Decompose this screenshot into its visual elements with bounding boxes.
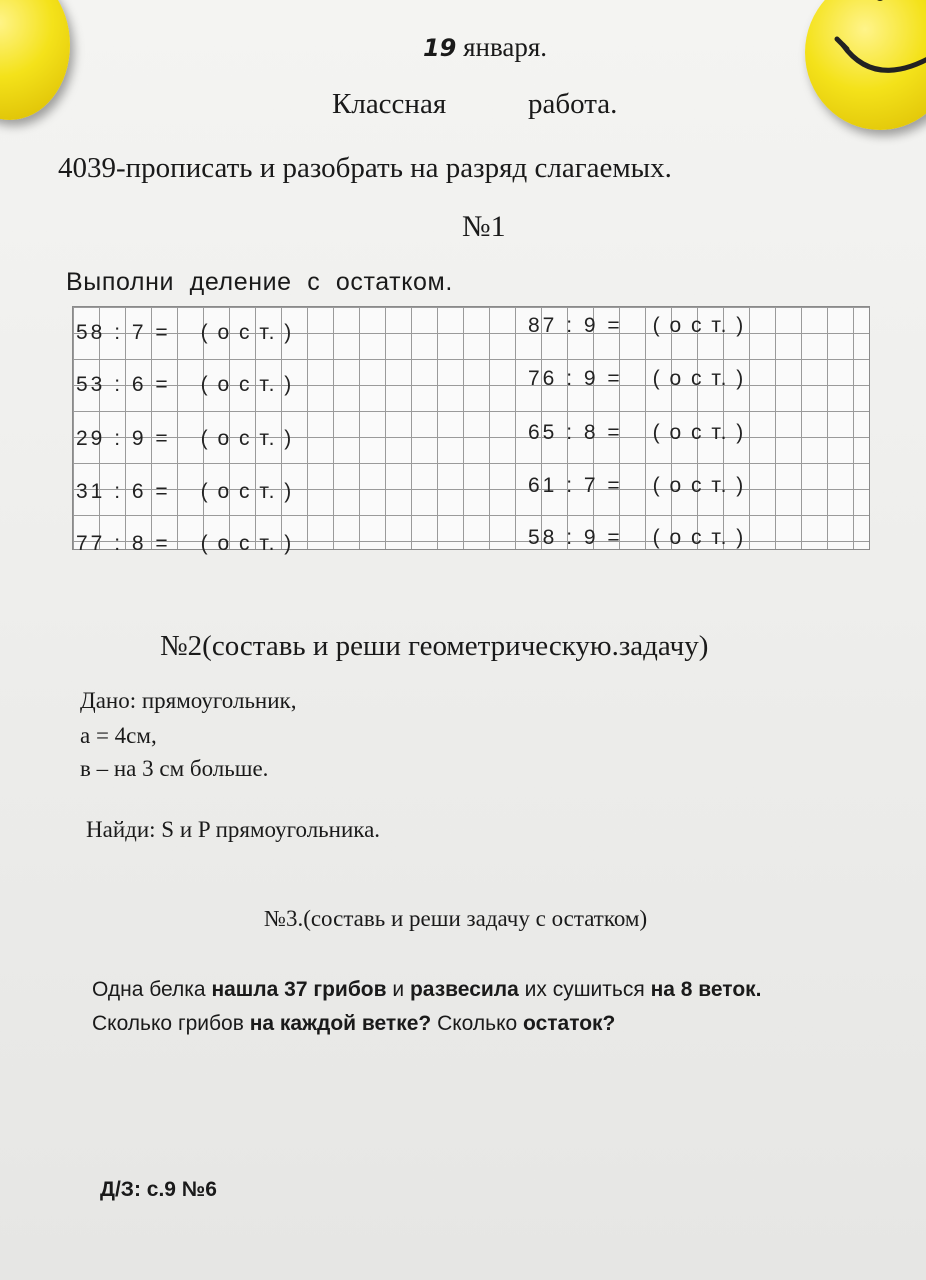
work-type-word-2: работа. (528, 88, 618, 120)
division-expression: 76 : 9 = (528, 367, 623, 390)
remainder-placeholder: ( о с т. ) (652, 367, 746, 390)
task-line: 4039-прописать и разобрать на разряд слагаемых. (58, 152, 672, 184)
given-line: в – на 3 см больше. (80, 756, 269, 781)
division-row (76, 321, 293, 345)
division-row (528, 367, 745, 391)
division-row (76, 427, 293, 451)
division-expression: 61 : 7 = (528, 474, 623, 497)
find-line: Найди: S и P прямоугольника. (86, 817, 381, 842)
division-row (76, 480, 293, 504)
division-row (528, 314, 745, 338)
work-type-word-1: Классная (332, 88, 447, 120)
division-expression: 31 : 6 = (76, 480, 171, 503)
date-month: января. (463, 32, 548, 62)
division-row (528, 526, 745, 550)
division-expression: 87 : 9 = (528, 314, 623, 337)
division-expression: 58 : 7 = (76, 321, 171, 344)
given-line: а = 4см, (80, 723, 157, 748)
problem-line-1: Одна белка нашла 37 грибов и развесила их сушиться на 8 веток. (92, 978, 762, 1001)
division-expression: 29 : 9 = (76, 427, 171, 450)
task1-instruction: Выполни деление с остатком. (66, 268, 453, 296)
remainder-placeholder: ( о с т. ) (200, 321, 294, 344)
division-row (528, 474, 745, 498)
remainder-placeholder: ( о с т. ) (652, 526, 746, 549)
remainder-placeholder: ( о с т. ) (200, 480, 294, 503)
remainder-placeholder: ( о с т. ) (200, 532, 294, 555)
date-day: 19 (422, 34, 457, 62)
remainder-placeholder: ( о с т. ) (652, 421, 746, 444)
remainder-placeholder: ( о с т. ) (200, 427, 294, 450)
division-expression: 77 : 8 = (76, 532, 171, 555)
division-expression: 65 : 8 = (528, 421, 623, 444)
yellow-smiley-magnet-right (805, 0, 926, 130)
lesson-date (0, 32, 926, 63)
task1-number: №1 (462, 210, 506, 243)
division-row (528, 421, 745, 445)
division-expression: 58 : 9 = (528, 526, 623, 549)
division-row (76, 373, 293, 397)
task3-heading: №3.(составь и реши задачу с остатком) (264, 906, 648, 931)
remainder-placeholder: ( о с т. ) (652, 314, 746, 337)
remainder-placeholder: ( о с т. ) (200, 373, 294, 396)
smiley-face-icon (805, 0, 926, 130)
remainder-placeholder: ( о с т. ) (652, 474, 746, 497)
division-expression: 53 : 6 = (76, 373, 171, 396)
division-row (76, 532, 293, 556)
homework-note: Д/З: с.9 №6 (100, 1178, 217, 1201)
given-line: Дано: прямоугольник, (80, 688, 297, 713)
problem-line-2: Сколько грибов на каждой ветке? Сколько остаток? (92, 1012, 616, 1035)
task2-heading: №2(составь и реши геометрическую.задачу) (160, 630, 709, 662)
